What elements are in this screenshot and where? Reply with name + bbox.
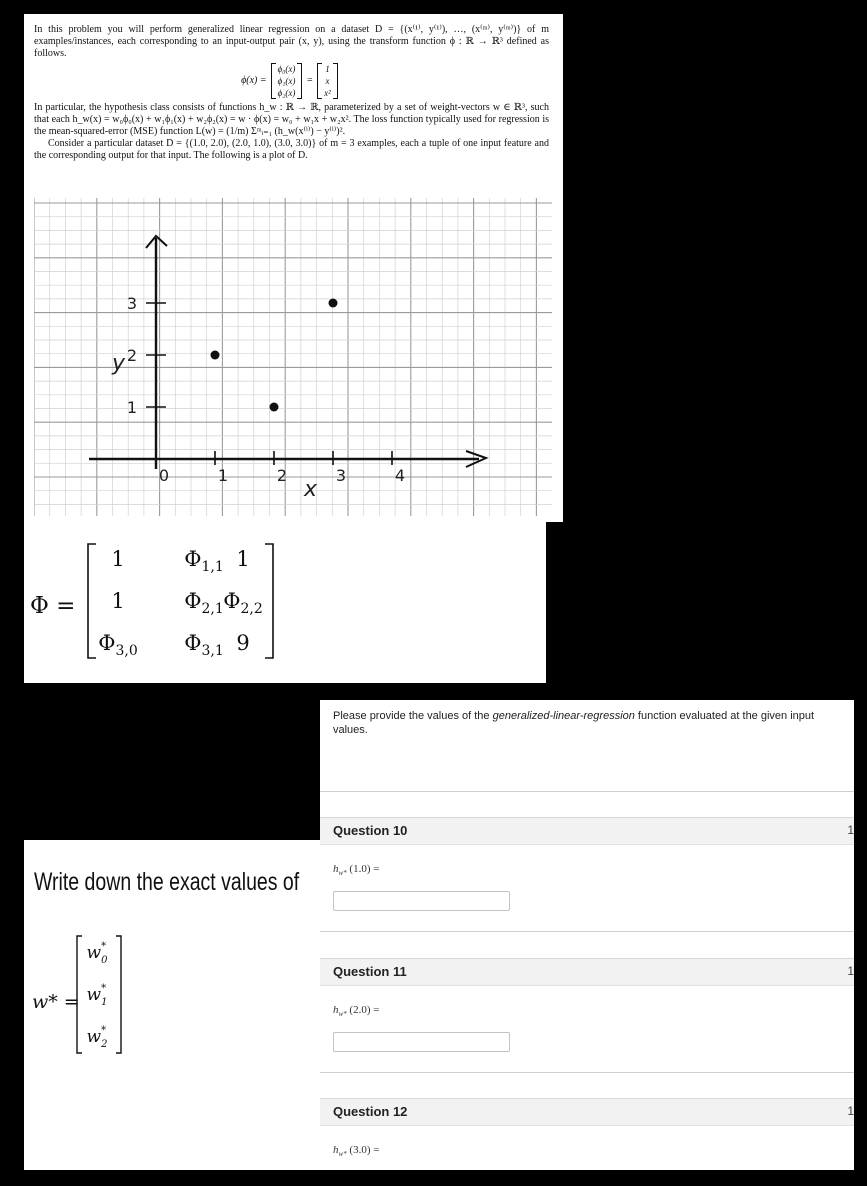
question-10-expression: $h_{w*}$ (1.0) = (333, 863, 380, 878)
weight-vector-lhs: w* = (32, 991, 80, 1013)
question-10-answer-input[interactable] (333, 891, 510, 911)
phi-matrix-panel (24, 522, 546, 683)
x-tick-label: 1 (217, 466, 229, 485)
question-12-header (320, 1098, 854, 1126)
problem-statement-panel (24, 14, 563, 522)
problem-paragraph-intro: In this problem you will perform generalized linear regression on a dataset D = {(x⁽¹⁾, y⁽¹⁾), …, (x⁽ᵐ⁾, y⁽ᵐ⁾)} of m examples/instances, each corresponding to an input-output pair (x, y), using the transform function ϕ : ℝ → ℝ³ defined as follows. (34, 24, 549, 60)
problem-paragraph-dataset: Consider a particular dataset D = {(1.0, 2.0), (2.0, 1.0), (3.0, 3.0)} of m = 3 examples, each a tuple of one input feature and the corresponding output for that input. The following is a plot of D. (34, 138, 549, 162)
weight-entry: w* 2 (86, 1025, 108, 1050)
question-points: 1 (847, 964, 854, 978)
phi-lhs: ϕ(x) = (241, 74, 267, 86)
phi-matrix-cell: $\Phi_{3,1}$ (184, 631, 224, 659)
x-tick-label: 2 (276, 466, 288, 485)
y-tick-label: 1 (126, 398, 138, 417)
x-tick-label: 4 (394, 466, 406, 485)
phi-value-vector: 1 x x² (317, 63, 338, 99)
phi-matrix-cell: 1 (236, 547, 250, 571)
x-tick-label: 3 (335, 466, 347, 485)
weights-panel (24, 840, 320, 1170)
question-11-answer-input[interactable] (333, 1032, 510, 1052)
divider (320, 931, 854, 932)
x-axis-label: x (304, 477, 318, 502)
weights-heading: Write down the exact values of (34, 868, 300, 896)
divider (320, 791, 854, 792)
weight-right-bracket (116, 936, 121, 1053)
data-point (329, 299, 338, 308)
question-11-expression: $h_{w*}$ (2.0) = (333, 1004, 380, 1019)
question-title: Question 10 (333, 823, 408, 838)
right-bracket (265, 544, 273, 658)
y-tick-label: 2 (126, 346, 138, 365)
phi-matrix-lhs: Φ = (30, 593, 76, 619)
phi-matrix (24, 522, 546, 683)
y-tick-label: 3 (126, 294, 138, 313)
question-instructions: Please provide the values of the generalized-linear-regression function evaluated at the given input values. (333, 710, 815, 736)
question-points: 1 (847, 823, 854, 837)
weight-entry: w* 0 (86, 941, 108, 966)
questions-panel (320, 700, 854, 1170)
phi-matrix-cell: 1 (111, 547, 125, 571)
y-axis-label: y (112, 351, 126, 376)
question-10-header (320, 817, 854, 845)
x-tick-label: 0 (158, 466, 170, 485)
left-bracket (88, 544, 96, 658)
question-title: Question 11 (333, 964, 407, 979)
phi-matrix-cell: $\Phi_{1,1}$ (184, 547, 224, 575)
weight-entry: w* 1 (86, 983, 108, 1008)
question-title: Question 12 (333, 1104, 408, 1119)
phi-matrix-cell: $\Phi_{2,2}$ (223, 589, 263, 617)
phi-component-vector: ϕ₀(x) ϕ₁(x) ϕ₂(x) (271, 63, 303, 99)
problem-paragraph-hypothesis: In particular, the hypothesis class consists of functions h_w : ℝ → ℝ, parameterized by a set of weight-vectors w ∈ ℝ³, such that each h_w(x) = w₀ϕ₀(x) + w₁ϕ₁(x) + w₂ϕ₂(x) = w · ϕ(x) = w₀ + w₁x + w₂x². The loss function typically used for regression is the mean-squared-error (MSE) function L(w) = (1/m) Σᵐᵢ₌₁ (h_w(x⁽ⁱ⁾) − y⁽ⁱ⁾)². (34, 101, 549, 138)
divider (320, 1072, 854, 1073)
question-12-expression: $h_{w*}$ (3.0) = (333, 1144, 380, 1159)
question-11-header (320, 958, 854, 986)
question-points: 1 (847, 1104, 854, 1118)
phi-matrix-cell: 9 (236, 631, 250, 655)
data-point (270, 403, 279, 412)
phi-matrix-cell: 1 (111, 589, 125, 613)
phi-definition: ϕ(x) = ϕ₀(x) ϕ₁(x) ϕ₂(x) = 1 x x² (34, 63, 549, 99)
dataset-plot (34, 198, 552, 516)
phi-matrix-cell: $\Phi_{2,1}$ (184, 589, 224, 617)
data-point (211, 351, 220, 360)
weight-vector (24, 840, 320, 1170)
problem-text (34, 24, 549, 163)
phi-matrix-cell: $\Phi_{3,0}$ (98, 631, 138, 659)
